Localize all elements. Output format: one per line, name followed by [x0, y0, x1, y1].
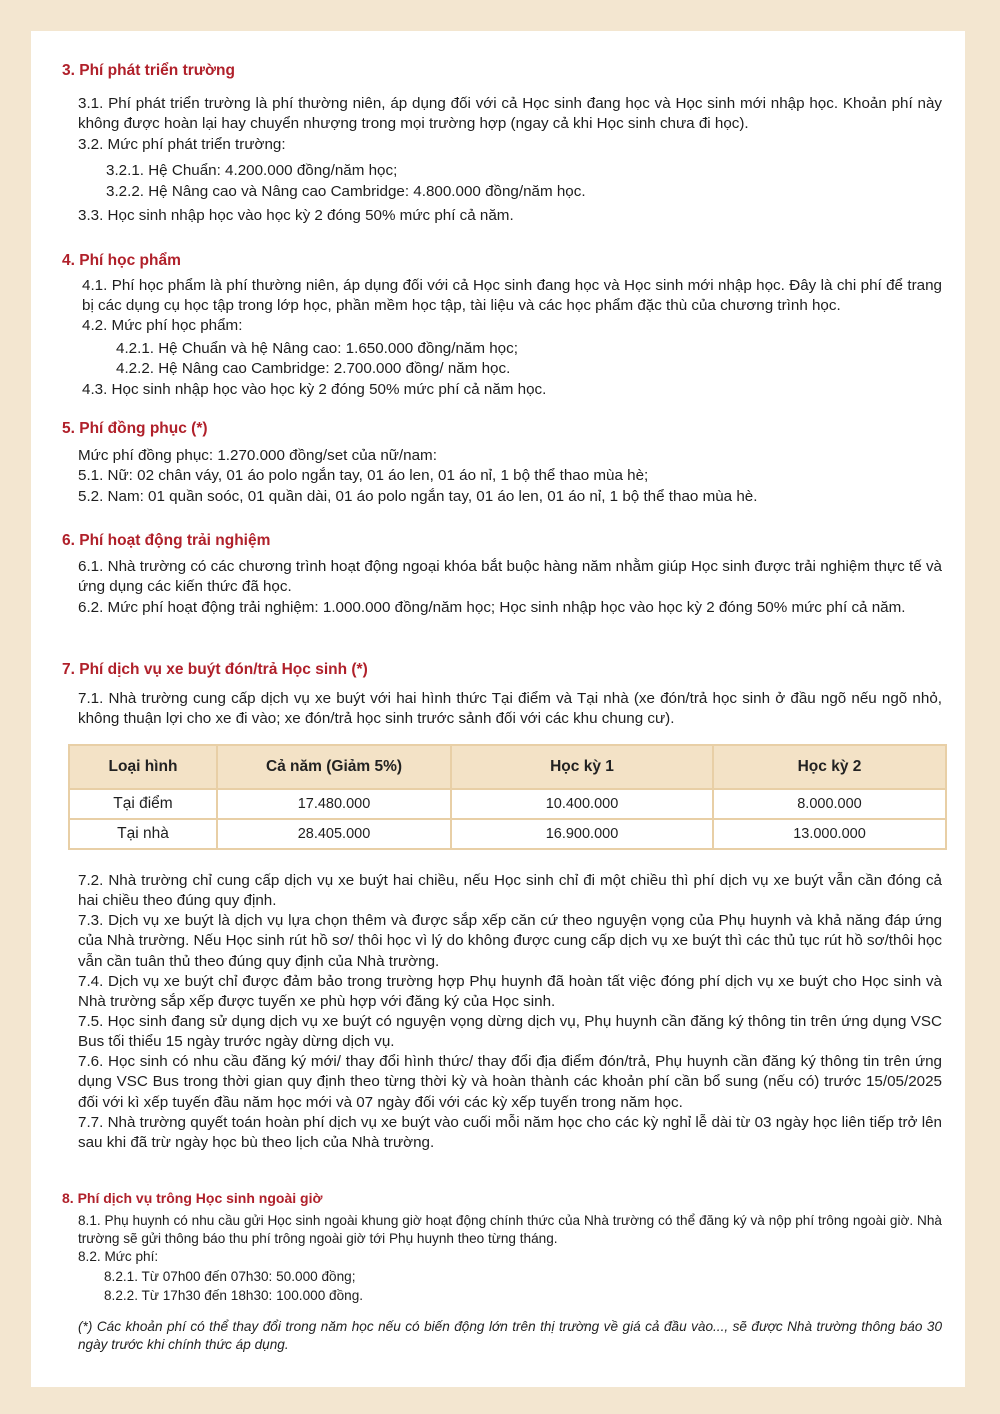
- table-cell: Tại điểm: [69, 789, 217, 819]
- table-row: [69, 789, 946, 819]
- table-cell: 16.900.000: [451, 819, 713, 849]
- section-7-5: 7.5. Học sinh đang sử dụng dịch vụ xe buýt có nguyện vọng dừng dịch vụ, Phụ huynh cần đăng ký thông tin trên ứng dụng VSC Bus tối thiểu 15 ngày trước ngày dừng dịch vụ.: [78, 1013, 942, 1051]
- section-8-title: 8. Phí dịch vụ trông Học sinh ngoài giờ: [62, 1190, 323, 1206]
- section-3-2-2: 3.2.2. Hệ Nâng cao và Nâng cao Cambridge: 4.800.000 đồng/năm học.: [106, 183, 586, 200]
- section-5-1: 5.1. Nữ: 02 chân váy, 01 áo polo ngắn tay, 01 áo len, 01 áo nỉ, 1 bộ thể thao mùa hè;: [78, 467, 649, 484]
- section-6-title: 6. Phí hoạt động trải nghiệm: [62, 532, 271, 549]
- section-7-6: 7.6. Học sinh có nhu cầu đăng ký mới/ thay đổi hình thức/ thay đổi địa điểm đón/trả, Phụ huynh cần đăng ký thông tin trên ứng dụng VSC Bus trong thời gian quy định theo từng thời kỳ và hoàn thành các khoản phí cần bổ sung (nếu có) trước 15/05/2025 đối với kì xếp tuyến đầu năm học mới và 07 ngày đối với các kỳ xếp tuyến trong năm học.: [78, 1053, 942, 1111]
- section-5-2: 5.2. Nam: 01 quần soóc, 01 quần dài, 01 áo polo ngắn tay, 01 áo len, 01 áo nỉ, 1 bộ thể thao mùa hè.: [78, 488, 758, 505]
- section-3-2-1: 3.2.1. Hệ Chuẩn: 4.200.000 đồng/năm học;: [106, 162, 398, 179]
- section-7-2: 7.2. Nhà trường chỉ cung cấp dịch vụ xe buýt hai chiều, nếu Học sinh chỉ đi một chiều thì phí dịch vụ xe buýt vẫn cần đóng cả hai chiều theo đúng quy định.: [78, 872, 942, 910]
- col-header-term-1: Học kỳ 1: [451, 745, 713, 789]
- section-7-7: 7.7. Nhà trường quyết toán hoàn phí dịch vụ xe buýt vào cuối mỗi năm học cho các kỳ nghỉ lễ dài từ 03 ngày học liên tiếp trở lên sau khi đã trừ ngày học bù theo lịch của Nhà trường.: [78, 1114, 942, 1152]
- col-header-type: Loại hình: [69, 745, 217, 789]
- section-4-1: 4.1. Phí học phẩm là phí thường niên, áp dụng đối với cả Học sinh đang học và Học sinh mới nhập học. Đây là chi phí để trang bị các dụng cụ học tập trong lớp học, phần mềm học tập, tài liệu và các học phẩm đặc thù của chương trình học.: [82, 277, 942, 315]
- section-4-2-2: 4.2.2. Hệ Nâng cao Cambridge: 2.700.000 đồng/ năm học.: [116, 360, 511, 377]
- section-3-3: 3.3. Học sinh nhập học vào học kỳ 2 đóng 50% mức phí cả năm.: [78, 207, 514, 224]
- section-8-1: 8.1. Phụ huynh có nhu cầu gửi Học sinh ngoài khung giờ hoạt động chính thức của Nhà trường có thể đăng ký và nộp phí trông ngoài giờ. Nhà trường sẽ gửi thông báo thu phí trông ngoài giờ tới Phụ huynh theo từng tháng.: [78, 1213, 942, 1247]
- section-7-3: 7.3. Dịch vụ xe buýt là dịch vụ lựa chọn thêm và được sắp xếp căn cứ theo nguyện vọng của Phụ huynh và khả năng đáp ứng của Nhà trường. Nếu Học sinh rút hồ sơ/ thôi học vì lý do không được cung cấp dịch vụ xe buýt thì các thủ tục rút hồ sơ/thôi học vẫn cần tuân thủ theo đúng quy định của Nhà trường.: [78, 912, 942, 970]
- table-cell: 10.400.000: [451, 789, 713, 819]
- section-6-2: 6.2. Mức phí hoạt động trải nghiệm: 1.000.000 đồng/năm học; Học sinh nhập học vào học kỳ 2 đóng 50% mức phí cả năm.: [78, 599, 906, 616]
- section-7-1: 7.1. Nhà trường cung cấp dịch vụ xe buýt với hai hình thức Tại điểm và Tại nhà (xe đón/trả học sinh ở đầu ngõ nếu ngõ nhỏ, không thuận lợi cho xe đi vào; xe đón/trả học sinh trước sảnh đối với các khu chung cư).: [78, 690, 942, 728]
- table-cell: Tại nhà: [69, 819, 217, 849]
- table-header-row: [69, 745, 946, 789]
- col-header-term-2: Học kỳ 2: [713, 745, 946, 789]
- document-page: [31, 31, 965, 1387]
- section-8-2: 8.2. Mức phí:: [78, 1249, 159, 1264]
- section-8-2-1: 8.2.1. Từ 07h00 đến 07h30: 50.000 đồng;: [104, 1269, 356, 1284]
- table-cell: 8.000.000: [713, 789, 946, 819]
- section-3-2: 3.2. Mức phí phát triển trường:: [78, 136, 286, 153]
- section-4-2-1: 4.2.1. Hệ Chuẩn và hệ Nâng cao: 1.650.000 đồng/năm học;: [116, 340, 518, 357]
- section-3-1: 3.1. Phí phát triển trường là phí thường niên, áp dụng đối với cả Học sinh đang học và Học sinh mới nhập học. Khoản phí này không được hoàn lại hay chuyển nhượng trong mọi trường hợp (ngay cả khi Học sinh chưa đi học).: [78, 95, 942, 133]
- section-7-title: 7. Phí dịch vụ xe buýt đón/trả Học sinh (*): [62, 661, 368, 678]
- col-header-full-year: Cả năm (Giảm 5%): [217, 745, 451, 789]
- table-cell: 13.000.000: [713, 819, 946, 849]
- table-row: [69, 819, 946, 849]
- section-4-title: 4. Phí học phẩm: [62, 252, 181, 269]
- section-3-title: 3. Phí phát triển trường: [62, 62, 235, 79]
- table-cell: 17.480.000: [217, 789, 451, 819]
- footnote: (*) Các khoản phí có thể thay đổi trong năm học nếu có biến động lớn trên thị trường về giá cả đầu vào..., sẽ được Nhà trường thông báo 30 ngày trước khi chính thức áp dụng.: [78, 1319, 942, 1353]
- section-7-4: 7.4. Dịch vụ xe buýt chỉ được đảm bảo trong trường hợp Phụ huynh đã hoàn tất việc đóng phí dịch vụ xe buýt cho Học sinh và Nhà trường sắp xếp được tuyến xe phù hợp với đăng ký của Học sinh.: [78, 973, 942, 1011]
- section-5-intro: Mức phí đồng phục: 1.270.000 đồng/set của nữ/nam:: [78, 447, 437, 464]
- section-4-2: 4.2. Mức phí học phẩm:: [82, 317, 243, 334]
- section-8-2-2: 8.2.2. Từ 17h30 đến 18h30: 100.000 đồng.: [104, 1288, 364, 1303]
- section-4-3: 4.3. Học sinh nhập học vào học kỳ 2 đóng 50% mức phí cả năm học.: [82, 381, 547, 398]
- section-5-title: 5. Phí đồng phục (*): [62, 420, 208, 437]
- table-cell: 28.405.000: [217, 819, 451, 849]
- section-6-1: 6.1. Nhà trường có các chương trình hoạt động ngoại khóa bắt buộc hàng năm nhằm giúp Học sinh được trải nghiệm thực tế và ứng dụng các kiến thức đã học.: [78, 558, 942, 596]
- bus-fee-table: [68, 744, 947, 850]
